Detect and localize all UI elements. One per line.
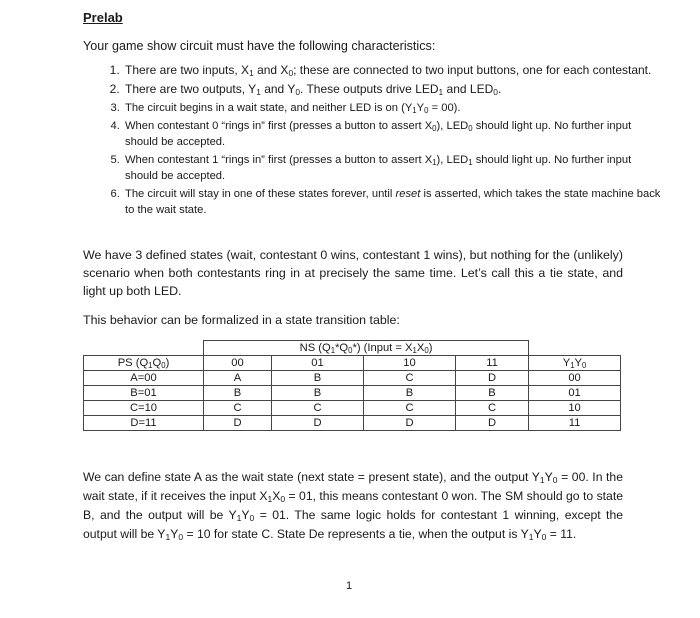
page-number: 1 [346, 580, 353, 592]
section-heading: Prelab [83, 10, 123, 25]
table-header-row-ns [84, 341, 621, 356]
input-header-00: 00 [204, 356, 272, 371]
requirement-item: 4. When contestant 0 “rings in” first (presses a button to assert $X_0$), $LED_0$ should light up. No further input should be accepted. [123, 118, 663, 150]
table-row: A=00 A B C D 00 [84, 371, 621, 386]
intro-text: Your game show circuit must have the following characteristics: [83, 39, 436, 53]
state-explanation-paragraph: We can define state A as the wait state (next state = present state), and the output $Y_1Y_0 = 00$. In the wait state, if it receives the input $X_1X_0 = 01$, this means contestant 0 won. The SM should go to state B, and the output will be $Y_1Y_0 = 01$. The same logic holds for contestant 1 winning, except the output will be $Y_1Y_0 = 10$ for state C. State De represents a tie, when the output is $Y_1Y_0 = 11$. [83, 470, 624, 542]
table-row: B=01 B B B B 01 [84, 386, 621, 401]
requirement-item: 5. When contestant 1 “rings in” first (presses a button to assert $X_1$), $LED_1$ should light up. No further input should be accepted. [123, 152, 663, 184]
present-state-header: PS $(Q_1Q_0)$ [84, 356, 204, 371]
state-transition-table [83, 340, 621, 431]
output-header: $Y_1Y_0$ [529, 356, 621, 371]
table-header-row [84, 356, 621, 371]
requirements-list [83, 62, 663, 220]
requirement-item: 6. The circuit will stay in one of these states forever, until reset is asserted, which takes the state machine back to the wait state. [123, 186, 663, 218]
table-row: D=11 D D D D 11 [84, 416, 621, 431]
input-header-10: 10 [364, 356, 456, 371]
requirement-item: 1. There are two inputs, $X_1$ and $X_0$; these are connected to two input buttons, one for each contestant. [123, 62, 663, 79]
requirement-item: 2. There are two outputs, $Y_1$ and $Y_0$. These outputs drive $LED_1$ and $LED_0$. [123, 81, 663, 98]
input-header-01: 01 [272, 356, 364, 371]
table-intro-text: This behavior can be formalized in a state transition table: [83, 313, 400, 327]
tie-state-paragraph: We have 3 defined states (wait, contestant 0 wins, contestant 1 wins), but nothing for the (unlikely) scenario when both contestants ring in at precisely the same time. Let’s call this a tie state, and light up both LED. [83, 248, 623, 298]
table-row: C=10 C C C C 10 [84, 401, 621, 416]
requirement-item: 3. The circuit begins in a wait state, and neither LED is on $(Y_1Y_0 = 00)$. [123, 100, 663, 116]
input-header-11: 11 [456, 356, 529, 371]
next-state-header: NS $(Q_1*Q_0*)$ (Input = $X_1X_0$) [204, 341, 529, 356]
